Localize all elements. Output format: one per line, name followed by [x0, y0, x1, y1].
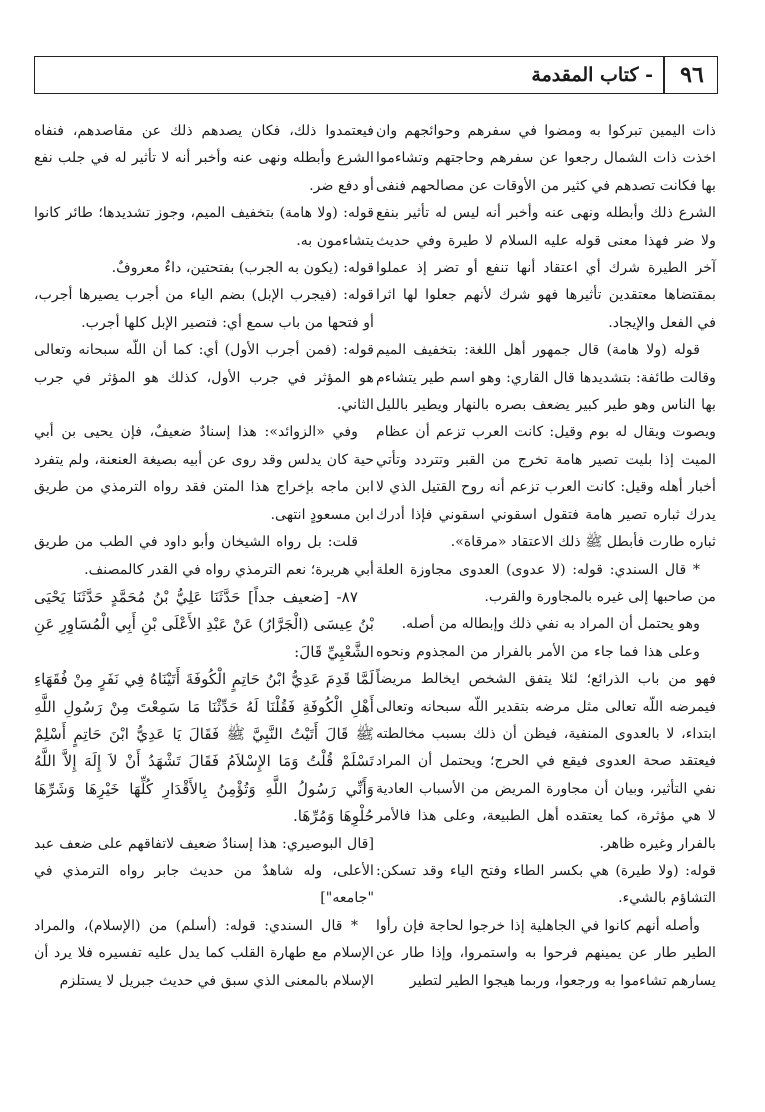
right-column-paragraph: قوله: (ولا طيرة) هي بكسر الطاء وفتح الياء وقد تسكن: التشاؤم بالشيء. — [376, 862, 716, 907]
left-column-paragraph: * قال السندي: قوله: (أسلم) من (الإسلام)، والمراد الإسلام مع طهارة القلب كما يدل عليه تفسيره فلا يرد أن الإسلام بالمعنى الذي سبق في حديث جبريل لا يستلزم — [34, 917, 374, 989]
page-header — [34, 56, 718, 94]
left-column-paragraph: فيعتمدوا ذلك، فكان يصدهم ذلك عن مقاصدهم، فنفاه الشرع وأبطله ونهى عنه وأخبر أنه لا تأثير له في جلب نفع أو دفع ضر. — [34, 123, 374, 194]
right-column-paragraph: ذات اليمين تبركوا به ومضوا في سفرهم وحوائجهم وان اخذت ذات الشمال رجعوا عن سفرهم وحاجتهم وتشاءموا بها فكانت تصدهم في كثير من الأوقات عن مصالحهم فنفى الشرع ذلك وأبطله ونهى عنه وأخبر أنه ليس له تأثير بنفع ولا ضر فهذا معنى قوله عليه السلام لا طيرة وفي حديث آخر الطيرة شرك أي اعتقاد أنها تنفع أو تضر إذ عملوا بمقتضاها معتقدين تأثيرها فهو شرك لأنهم جعلوا لها اثرا في الفعل والإيجاد. — [376, 123, 716, 331]
left-column-paragraph: لَمَّا قَدِمَ عَدِيُّ ابْنُ حَاتِمٍ الْكُوفَةَ أَتَيْنَاهُ فِي نَفَرٍ مِنْ فُقَهَاءِ أَهْلِ الْكُوفَةِ فَقُلْنَا لَهُ حَدِّثْنَا مَا سَمِعْتَ مِنْ رَسُولِ اللَّهِ ﷺ قَالَ أَتَيْتُ النَّبِيَّ ﷺ فَقَالَ يَا عَدِيُّ ابْنَ حَاتِمٍ أَسْلِمْ تَسْلَمْ قُلْتُ وَمَا الإِسْلاَمُ فَقَالَ تَشْهَدُ أَنْ لاَ إِلَهَ إِلاَّ اللَّهُ وَأَنِّي رَسُولُ اللَّهِ وَتُؤْمِنُ بِالأَقْدَارِ كُلِّهَا خَيْرِهَا وَشَرِّهَا حُلْوِهَا وَمُرِّهَا. — [34, 670, 374, 826]
left-column-paragraph: قوله: (يكون به الجرب) بفتحتين، داءٌ معروفٌ. — [111, 260, 374, 277]
running-title: - كتاب المقدمة — [531, 64, 653, 86]
right-column-paragraph: وعلى هذا فما جاء من الأمر بالفرار من المجذوم ونحوه فهو من باب الذرائع؛ لئلا يتفق الشخص ايخالط مريضاً فيمرضه اللّه تعالى مثل مرضه بتقدير اللّه سبحانه وتعالى ابتداء، لا بالعدوى المنفية، فيظن أن ذلك بسبب مخالطته فيعتقد صحة العدوى فيقع في الحرج؛ ويحتمل أن المراد نفي التأثير، وبيان أن مجاورة المريض من الأسباب العادية لا هي مؤثرة، كما يعتقده أهل الطبيعة، وعلى هذا فالأمر بالفرار وغيره ظاهر. — [376, 643, 716, 852]
left-column-paragraph: ٨٧- [ضعيف جداً] حَدَّثَنَا عَلِيُّ بْنُ مُحَمَّدٍ حَدَّثَنَا يَحْيَى بْنُ عِيسَى (الْجَرَّارُ) عَنْ عَبْدِ الأَعْلَى بْنِ أَبِي الْمُسَاوِرِ عَنِ الشَّعْبِيِّ قَالَ: — [34, 587, 374, 661]
left-text-column — [34, 118, 374, 995]
left-column-paragraph: وفي «الزوائد»: هذا إسنادٌ ضعيفٌ، فإن يحيى بن أبي حية كان يدلس وقد روى عن أبيه بصيغة العنعنة، ولم يتفرد ابن ماجه بإخراج هذا المتن فقد رواه الترمذي من طريق ابن مسعودٍ انتهى. — [34, 424, 374, 523]
left-column-paragraph: [قال البوصيري: هذا إسنادٌ ضعيف لاتفاقهم على ضعف عبد الأعلى، وله شاهدٌ من حديث جابر رواه الترمذي في "جامعه"] — [34, 835, 374, 907]
left-column-paragraph: قوله: (فيجرب الإبل) بضم الياء من أجرب يصيرها أجرب، أو فتحها من باب سمع أي: فتصير الإبل كلها أجرب. — [34, 287, 374, 331]
right-column-paragraph: وهو يحتمل أن المراد به نفي ذلك وإبطاله من أصله. — [401, 616, 700, 633]
page-number: ٩٦ — [680, 62, 704, 88]
left-column-paragraph: قوله: (ولا هامة) بتخفيف الميم، وجوز تشديدها؛ طائر كانوا يتشاءمون به. — [34, 205, 374, 249]
right-column-paragraph: وأصله أنهم كانوا في الجاهلية إذا خرجوا لحاجة فإن رأوا الطير طار عن يمينهم فرحوا به واستمروا، وإذا طار عن يسارهم تشاءموا به ورجعوا، وربما هيجوا الطير لتطير — [376, 917, 716, 989]
right-column-paragraph: * قال السندي: قوله: (لا عدوى) العدوى مجاوزة العلة من صاحبها إلى غيره بالمجاورة والقرب. — [376, 561, 716, 605]
left-column-paragraph: قلت: بل رواه الشيخان وأبو داود في الطب من طريق أبي هريرة؛ نعم الترمذي رواه في القدر كالمصنف. — [34, 534, 374, 578]
right-column-paragraph: قوله (ولا هامة) قال جمهور أهل اللغة: بتخفيف الميم وقالت طائفة: بتشديدها قال القاري: وهو اسم طير يتشاءم بها الناس وهو طير كبير يضعف بصره بالنهار ويطير بالليل ويصوت ويقال له بوم وقيل: كانت العرب تزعم أن عظام الميت إذا بليت تصير هامة تخرج من القبر وتتردد وتأتي أخبار أهله وقيل: كانت العرب تزعم أنه روح القتيل الذي لا يدرك ثباره تصير هامة فتقول اسقوني اسقوني فإذا أدرك ثباره طارت فأبطل ﷺ ذلك الاعتقاد «مرقاة». — [376, 342, 716, 551]
left-column-paragraph: قوله: (فمن أجرب الأول) أي: كما أن اللّه سبحانه وتعالى هو المؤثر في جرب الأول، كذلك هو المؤثر في جرب الثاني. — [34, 342, 374, 414]
right-text-column — [376, 118, 716, 995]
